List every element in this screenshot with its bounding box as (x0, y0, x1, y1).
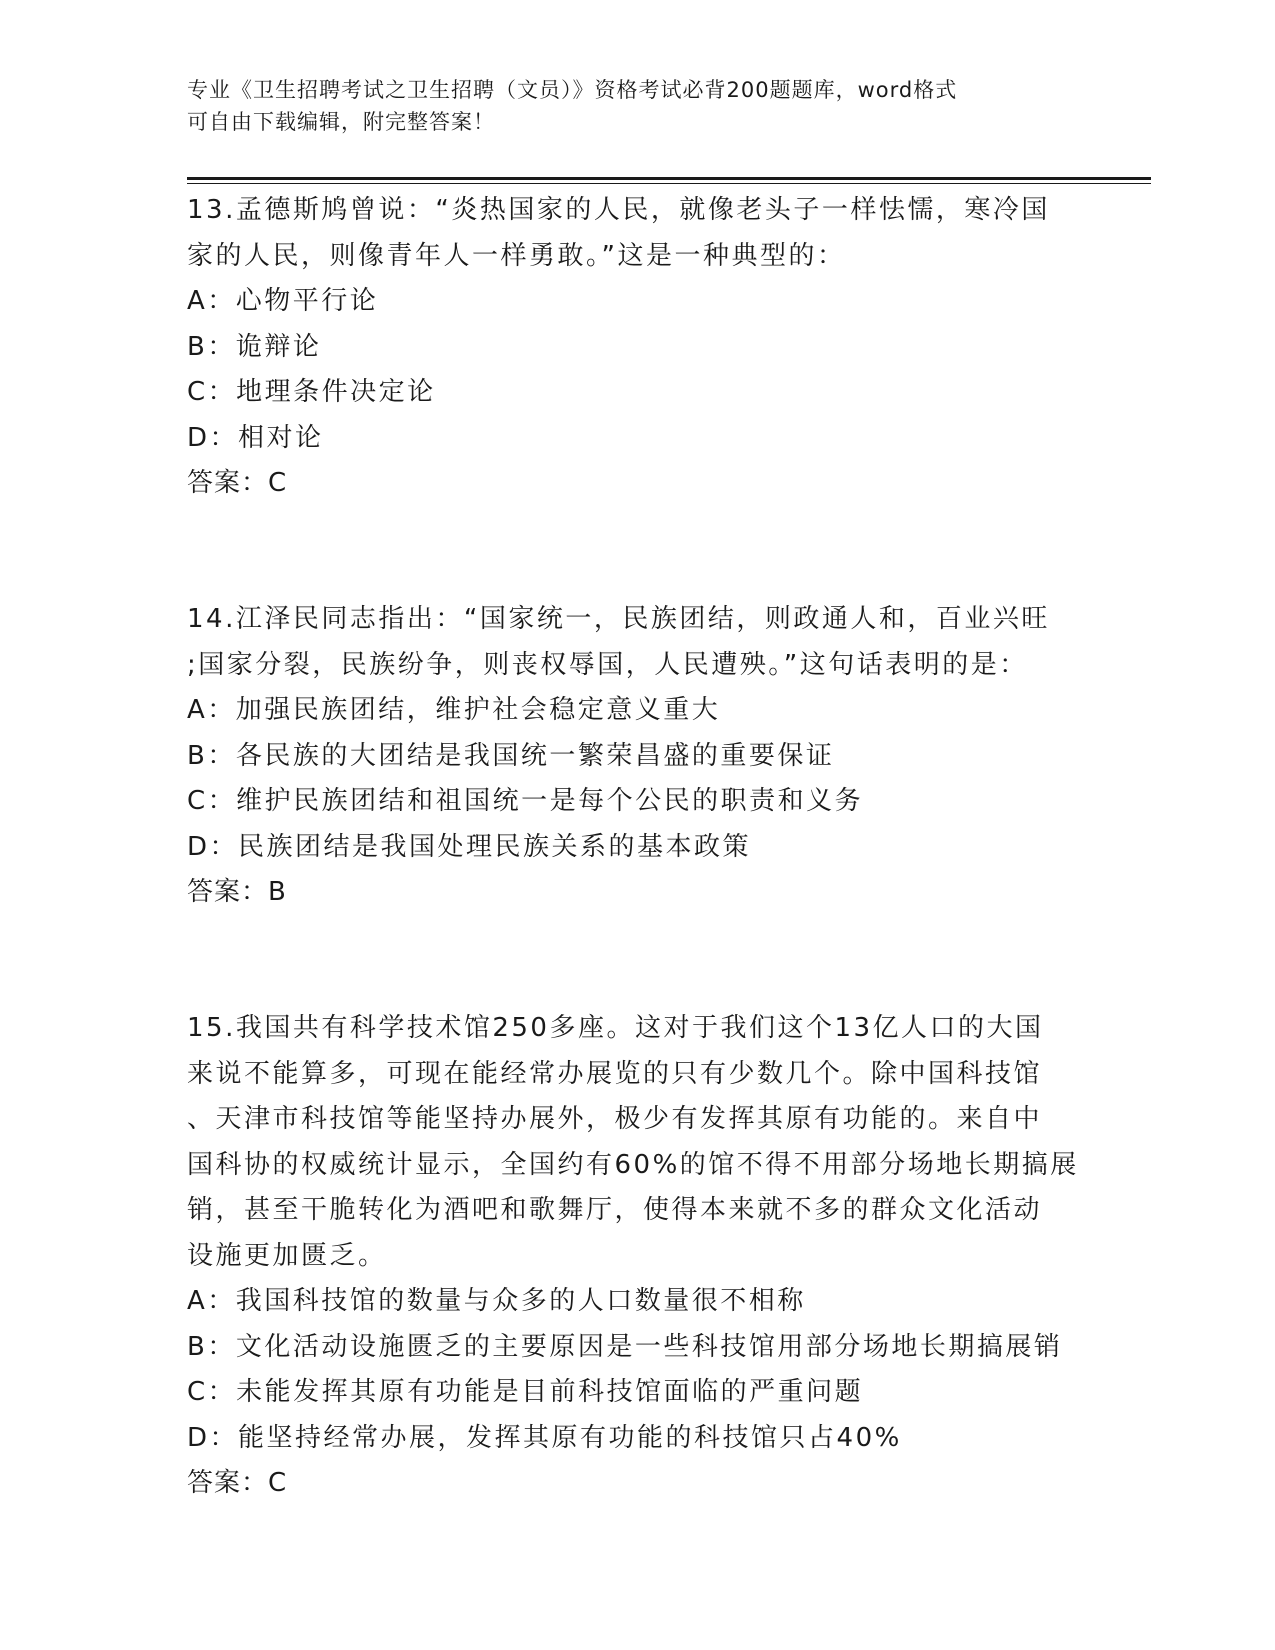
question-text-line: 15.我国共有科学技术馆250多座。这对于我们这个13亿人口的大国 (187, 1013, 1044, 1043)
answer-line: 答案：C (187, 1468, 288, 1498)
option-a: A：我国科技馆的数量与众多的人口数量很不相称 (187, 1286, 806, 1316)
option-d: D：能坚持经常办展，发挥其原有功能的科技馆只占40% (187, 1422, 902, 1453)
question-list (187, 188, 1087, 1506)
question-text-line: 设施更加匮乏。 (187, 1240, 387, 1271)
question-14 (187, 597, 1087, 915)
option-c: C：未能发挥其原有功能是目前科技馆面临的严重问题 (187, 1377, 864, 1407)
question-13 (187, 188, 1087, 506)
option-b: B：诡辩论 (187, 331, 322, 362)
option-a: A：加强民族团结，维护社会稳定意义重大 (187, 695, 721, 725)
header-divider-thick (187, 177, 1151, 180)
option-b: B：各民族的大团结是我国统一繁荣昌盛的重要保证 (187, 740, 835, 771)
document-header (187, 74, 1087, 138)
option-a: A：心物平行论 (187, 286, 379, 316)
question-spacer (187, 506, 1087, 597)
option-b: B：文化活动设施匮乏的主要原因是一些科技馆用部分场地长期搞展销 (187, 1331, 1063, 1362)
question-text-line: 、天津市科技馆等能坚持办展外，极少有发挥其原有功能的。来自中 (187, 1104, 1043, 1134)
option-c: C：维护民族团结和祖国统一是每个公民的职责和义务 (187, 786, 864, 816)
header-line-2: 可自由下载编辑，附完整答案！ (187, 110, 495, 134)
question-spacer (187, 915, 1087, 1006)
question-text-line: 国科协的权威统计显示，全国约有60%的馆不得不用部分场地长期搞展 (187, 1149, 1079, 1180)
question-15 (187, 1006, 1087, 1506)
header-line-1: 专业《卫生招聘考试之卫生招聘（文员）》资格考试必背200题题库，word格式 (187, 78, 958, 102)
question-text-line: 13.孟德斯鸠曾说：“炎热国家的人民，就像老头子一样怯懦，寒冷国 (187, 195, 1050, 225)
question-text-line: 家的人民，则像青年人一样勇敢。”这是一种典型的： (187, 240, 846, 271)
header-divider-thin (187, 183, 1151, 184)
question-text-line: ;国家分裂，民族纷争，则丧权辱国，人民遭殃。”这句话表明的是： (187, 649, 1028, 680)
option-c: C：地理条件决定论 (187, 377, 436, 407)
question-text-line: 14.江泽民同志指出：“国家统一，民族团结，则政通人和，百业兴旺 (187, 604, 1050, 634)
question-text-line: 销，甚至干脆转化为酒吧和歌舞厅，使得本来就不多的群众文化活动 (187, 1195, 1043, 1225)
option-d: D：民族团结是我国处理民族关系的基本政策 (187, 831, 752, 862)
answer-line: 答案：B (187, 877, 287, 907)
option-d: D：相对论 (187, 422, 324, 453)
question-text-line: 来说不能算多，可现在能经常办展览的只有少数几个。除中国科技馆 (187, 1058, 1043, 1089)
answer-line: 答案：C (187, 468, 288, 498)
